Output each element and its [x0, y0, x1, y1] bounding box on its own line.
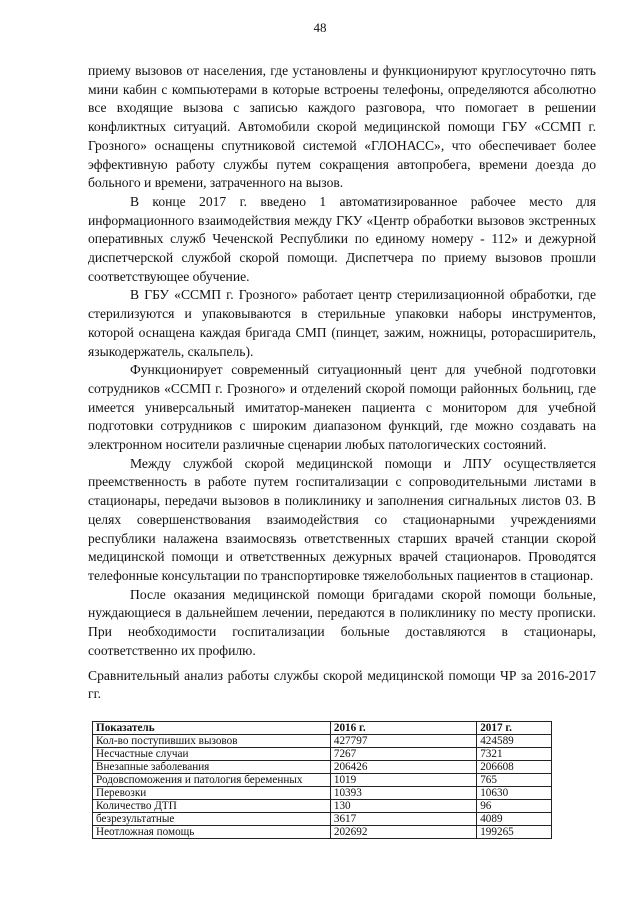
value-2016: 206426 — [330, 761, 476, 774]
document-body — [88, 62, 596, 704]
value-2017: 206608 — [477, 761, 552, 774]
value-2017: 765 — [477, 774, 552, 787]
table-row — [93, 826, 552, 839]
value-2016: 202692 — [330, 826, 476, 839]
row-label: безрезультатные — [93, 813, 331, 826]
paragraph-1: приему вызовов от населения, где установлены и функционируют круглосуточно пять мини кабин с компьютерами в которые встроены телефоны, определяются абсолютно все входящие вызова с записью каждого разговора, что помогает в решении конфликтных ситуаций. Автомобили скорой медицинской помощи ГБУ «ССМП г. Грозного» оснащены спутниковой системой «ГЛОНАСС», что обеспечивает более эффективную работу службы путем сокращения автопробега, времени доезда до больного и времени, затраченного на вызов. — [88, 63, 596, 191]
row-label: Количество ДТП — [93, 800, 331, 813]
table-row — [93, 800, 552, 813]
row-label: Несчастные случаи — [93, 748, 331, 761]
row-label: Родовспоможения и патология беременных — [93, 774, 331, 787]
value-2017: 4089 — [477, 813, 552, 826]
row-label: Кол-во поступивших вызовов — [93, 735, 331, 748]
row-label: Перевозки — [93, 787, 331, 800]
paragraph-4: Функционирует современный ситуационный цент для учебной подготовки сотрудников «ССМП г. Грозного» и отделений скорой помощи районных больниц, где имеется универсальный имитатор-манекен пациента с монитором для учебной подготовки сотрудников с широким диапазоном функций, где можно создавать на электронном носители различные сценарии любых патологических состояний. — [88, 362, 596, 453]
paragraph-3: В ГБУ «ССМП г. Грозного» работает центр стерилизационной обработки, где стерилизуются и упаковываются в стерильные упаковки наборы инструментов, которой оснащена каждая бригада СМП (пинцет, зажим, ножницы, роторасширитель, языкодержатель, скальпель). — [88, 287, 596, 359]
paragraph-6: После оказания медицинской помощи бригадами скорой помощи больные, нуждающиеся в дальнейшем лечении, передаются в поликлинику по месту прописки. При необходимости госпитализации больные доставляются в стационары, соответственно их профилю. — [88, 586, 596, 658]
header-2017: 2017 г. — [477, 722, 552, 735]
value-2016: 3617 — [330, 813, 476, 826]
value-2017: 424589 — [477, 735, 552, 748]
table-row — [93, 813, 552, 826]
row-label: Неотложная помощь — [93, 826, 331, 839]
table-row — [93, 761, 552, 774]
value-2017: 96 — [477, 800, 552, 813]
value-2017: 7321 — [477, 748, 552, 761]
header-indicator: Показатель — [93, 722, 331, 735]
paragraph-5: Между службой скорой медицинской помощи и ЛПУ осуществляется преемственность в работе путем госпитализации с сопроводительными листами в стационары, передачи вызовов в поликлинику и заполнения сигнальных листов 03. В целях совершенствования взаимодействия со стационарными учреждениями республики налажена взаимосвязь ответственных старших врачей станции скорой медицинской помощи и ответственных дежурных врачей стационаров. Проводятся телефонные консультации по транспортировке тяжелобольных пациентов в стационар. — [88, 455, 596, 583]
table-header-row — [93, 722, 552, 735]
table-row — [93, 748, 552, 761]
value-2017: 10630 — [477, 787, 552, 800]
table-row — [93, 735, 552, 748]
value-2016: 10393 — [330, 787, 476, 800]
value-2016: 7267 — [330, 748, 476, 761]
value-2016: 427797 — [330, 735, 476, 748]
row-label: Внезапные заболевания — [93, 761, 331, 774]
value-2017: 199265 — [477, 826, 552, 839]
page-number: 48 — [313, 20, 327, 35]
value-2016: 1019 — [330, 774, 476, 787]
header-2016: 2016 г. — [330, 722, 476, 735]
table-row — [93, 787, 552, 800]
table-caption: Сравнительный анализ работы службы скорой медицинской помощи ЧР за 2016-2017 гг. — [88, 667, 596, 702]
value-2016: 130 — [330, 800, 476, 813]
statistics-table — [92, 721, 552, 839]
paragraph-2: В конце 2017 г. введено 1 автоматизированное рабочее место для информационного взаимодействия между ГКУ «Центр обработки вызовов экстренных оперативных служб Чеченской Республики по единому номеру - 112» и дежурной диспетчерской службой скорой помощи. Диспетчера по приему вызовов прошли соответствующее обучение. — [88, 193, 596, 284]
table-row — [93, 774, 552, 787]
